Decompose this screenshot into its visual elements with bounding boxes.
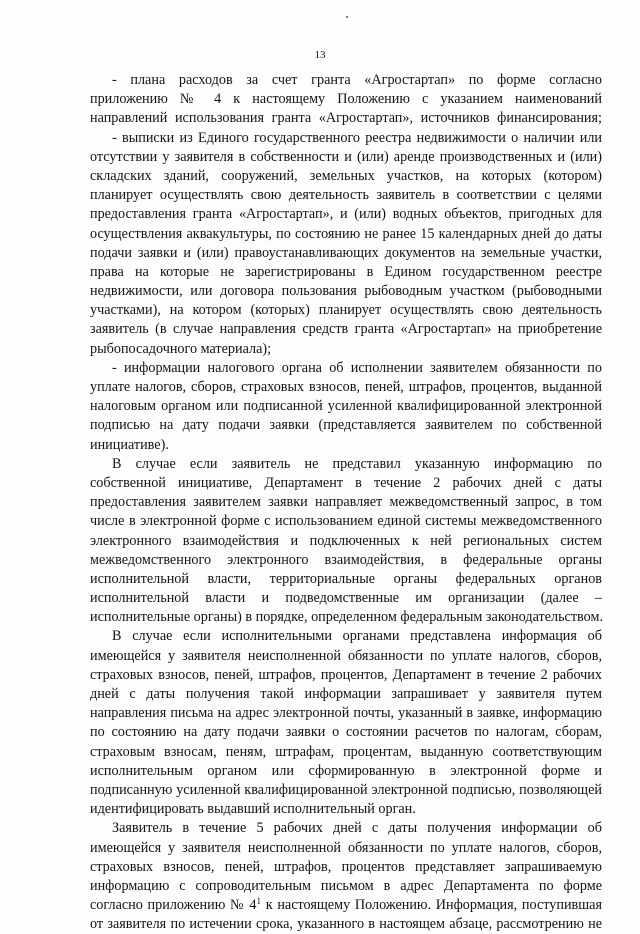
text-line: предоставления гранта «Агростартап», и (или) водных объектов, пригодных для: [90, 206, 602, 223]
text-line: предоставления заявителем заявки направляет межведомственный запрос, в том: [90, 494, 602, 511]
text-line: от заявителя по истечении срока, указанного в настоящем абзаце, рассмотрению не: [90, 916, 602, 933]
document-body: [90, 71, 602, 934]
text-line: - выписки из Единого государственного реестра недвижимости о наличии или: [112, 129, 602, 146]
text-line: исполнительной власти и подведомственные им организации (далее –: [90, 590, 602, 607]
text-line: подписью на дату подачи заявки (представляется заявителем по собственной: [90, 417, 602, 434]
text-line: уплате налогов, сборов, страховых взносов, пеней, штрафов, процентов, выданной: [90, 379, 602, 395]
text-line: рыбопосадочного материала);: [90, 340, 272, 357]
text-line: - плана расходов за счет гранта «Агростартап» по форме согласно: [112, 72, 602, 88]
text-line: планирует осуществлять свою деятельность заявитель в соответствии с целями: [90, 187, 602, 204]
scan-speck: [346, 16, 348, 18]
text-line: направления письма на адрес электронной почты, указанный в заявке, информацию: [90, 705, 602, 722]
text-line: - информации налогового органа об исполнении заявителем обязанности по: [112, 359, 602, 376]
text-line: участками), на котором (которых) планирует осуществлять свою деятельность: [90, 302, 602, 319]
text-line: складских зданий, сооружений, земельных участков, на которых (котором): [90, 167, 602, 184]
text-line: В случае если заявитель не представил указанную информацию по: [112, 455, 602, 472]
text-line: недвижимости, или договора пользования рыбоводным участком (рыбоводными: [90, 283, 602, 300]
text-line: электронного взаимодействия и подключенных к ней региональных систем: [90, 532, 602, 549]
text-line: исполнительной власти, территориальные органы федеральных органов: [90, 570, 602, 587]
page-number: 13: [314, 49, 326, 61]
text-line: В случае если исполнительными органами представлена информация об: [112, 628, 602, 645]
text-line: межведомственного электронного взаимодействия, в федеральные органы: [90, 551, 602, 568]
text-line: приложению № 4 к настоящему Положению с указанием наименований: [90, 91, 602, 108]
text-line: направлений использования гранта «Агростартап», источников финансирования;: [90, 110, 602, 127]
text-line: права на которые не зарегистрированы в Едином государственном реестре: [90, 263, 602, 280]
text-line: по состоянию на дату подачи заявки о состоянии расчетов по налогам, сборам,: [90, 724, 602, 741]
text-line: [90, 896, 602, 915]
text-line: исполнительным органом или сформированную в электронной форме и: [90, 762, 602, 779]
text-line: исполнительные органы) в порядке, определенном федеральным законодательством.: [90, 609, 604, 626]
text-line: подачи заявки и (или) правоустанавливающих документов на земельные участки,: [90, 244, 602, 261]
text-line: информацию с сопроводительным письмом в адрес Департамента по форме: [90, 877, 602, 894]
text-line: имеющейся у заявителя неисполненной обязанности по уплате налогов, сборов,: [90, 839, 602, 856]
text-line: Заявитель в течение 5 рабочих дней с даты получения информации об: [112, 820, 602, 837]
text-segment: к настоящему Положению. Информация, поступившая: [261, 897, 602, 914]
text-line: собственной инициативе, Департамент в течение 2 рабочих дней с даты: [90, 474, 602, 491]
text-line: страховых взносов, пеней, штрафов, процентов представляет запрашиваемую: [90, 858, 602, 875]
text-line: числе в электронной форме с использованием единой системы межведомственного: [90, 513, 602, 530]
text-line: заявитель (в случае направления средств гранта «Агростартап» на приобретение: [90, 321, 602, 338]
text-line: налоговым органом или подписанной усиленной квалифицированной электронной: [90, 398, 602, 415]
text-line: имеющейся у заявителя неисполненной обязанности по уплате налогов, сборов,: [90, 647, 602, 664]
text-line: идентифицировать выдавший исполнительный орган.: [90, 801, 416, 818]
text-line: дней с даты получения такой информации запрашивает у заявителя путем: [90, 686, 602, 702]
text-segment: согласно приложению № 4: [90, 897, 257, 914]
text-line: подписанную усиленной квалифицированной электронной подписью, позволяющей: [90, 781, 602, 798]
text-line: осуществления аквакультуры, по состоянию не ранее 15 календарных дней до даты: [90, 225, 602, 242]
text-line: страховым взносам, пеням, штрафам, процентам, выданную соответствующим: [90, 743, 602, 760]
superscript: 1: [256, 896, 262, 907]
text-line: страховых взносов, пеней, штрафов, процентов, Департамент в течение 2 рабочих: [90, 666, 602, 683]
text-line: инициативе).: [90, 436, 169, 453]
text-line: отсутствии у заявителя в собственности и (или) аренде производственных и (или): [90, 148, 602, 165]
